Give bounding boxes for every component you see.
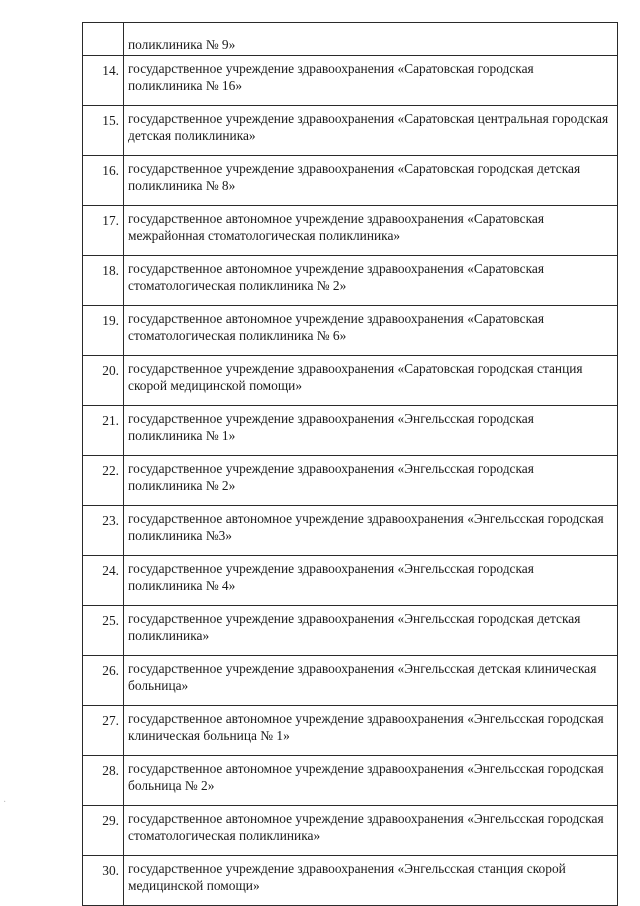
- table-row: [83, 856, 618, 906]
- table-row: [83, 506, 618, 556]
- row-number: 18.: [83, 256, 124, 306]
- table-row: [83, 56, 618, 106]
- row-text: поликлиника № 9»: [124, 23, 618, 56]
- row-text: государственное автономное учреждение здравоохранения «Энгельсская городская больница № 2»: [124, 756, 618, 806]
- row-text: государственное учреждение здравоохранения «Саратовская центральная городская детская поликлиника»: [124, 106, 618, 156]
- row-text: государственное учреждение здравоохранения «Энгельсская городская поликлиника № 4»: [124, 556, 618, 606]
- row-text: государственное учреждение здравоохранения «Энгельсская городская поликлиника № 1»: [124, 406, 618, 456]
- table-row: [83, 306, 618, 356]
- row-number: 22.: [83, 456, 124, 506]
- row-text: государственное учреждение здравоохранения «Саратовская городская станция скорой медицинской помощи»: [124, 356, 618, 406]
- row-text: государственное автономное учреждение здравоохранения «Энгельсская городская стоматологическая поликлиника»: [124, 806, 618, 856]
- row-text: государственное учреждение здравоохранения «Энгельсская городская детская поликлиника»: [124, 606, 618, 656]
- row-number: 21.: [83, 406, 124, 456]
- table-row: [83, 356, 618, 406]
- row-number: 15.: [83, 106, 124, 156]
- table-row: [83, 606, 618, 656]
- row-text: государственное автономное учреждение здравоохранения «Саратовская межрайонная стоматологическая поликлиника»: [124, 206, 618, 256]
- row-text: государственное учреждение здравоохранения «Энгельсская детская клиническая больница»: [124, 656, 618, 706]
- table-row: [83, 156, 618, 206]
- row-number: 30.: [83, 856, 124, 906]
- table-row: [83, 706, 618, 756]
- scan-speck: ·: [3, 797, 7, 808]
- row-number: 29.: [83, 806, 124, 856]
- row-number: 19.: [83, 306, 124, 356]
- table-row: [83, 256, 618, 306]
- row-text: государственное автономное учреждение здравоохранения «Энгельсская городская клиническая больница № 1»: [124, 706, 618, 756]
- row-number: 23.: [83, 506, 124, 556]
- table-row: [83, 206, 618, 256]
- table-row: [83, 756, 618, 806]
- row-text: государственное автономное учреждение здравоохранения «Саратовская стоматологическая поликлиника № 2»: [124, 256, 618, 306]
- row-text: государственное учреждение здравоохранения «Саратовская городская детская поликлиника № 8»: [124, 156, 618, 206]
- row-text: государственное учреждение здравоохранения «Энгельсская станция скорой медицинской помощи»: [124, 856, 618, 906]
- row-text: государственное автономное учреждение здравоохранения «Саратовская стоматологическая поликлиника № 6»: [124, 306, 618, 356]
- table-row: [83, 556, 618, 606]
- row-number: 14.: [83, 56, 124, 106]
- row-number: 24.: [83, 556, 124, 606]
- row-text: государственное учреждение здравоохранения «Энгельсская городская поликлиника № 2»: [124, 456, 618, 506]
- table-row: [83, 806, 618, 856]
- row-number: 16.: [83, 156, 124, 206]
- table-row: [83, 656, 618, 706]
- row-number: 27.: [83, 706, 124, 756]
- table-row: [83, 106, 618, 156]
- table-row: [83, 456, 618, 506]
- row-number: 25.: [83, 606, 124, 656]
- table-row: [83, 406, 618, 456]
- row-number: 17.: [83, 206, 124, 256]
- table-row-continued: [83, 23, 618, 56]
- row-number: [83, 23, 124, 56]
- institutions-table: [82, 22, 618, 906]
- row-text: государственное автономное учреждение здравоохранения «Энгельсская городская поликлиника №3»: [124, 506, 618, 556]
- row-number: 26.: [83, 656, 124, 706]
- row-text: государственное учреждение здравоохранения «Саратовская городская поликлиника № 16»: [124, 56, 618, 106]
- row-number: 20.: [83, 356, 124, 406]
- row-number: 28.: [83, 756, 124, 806]
